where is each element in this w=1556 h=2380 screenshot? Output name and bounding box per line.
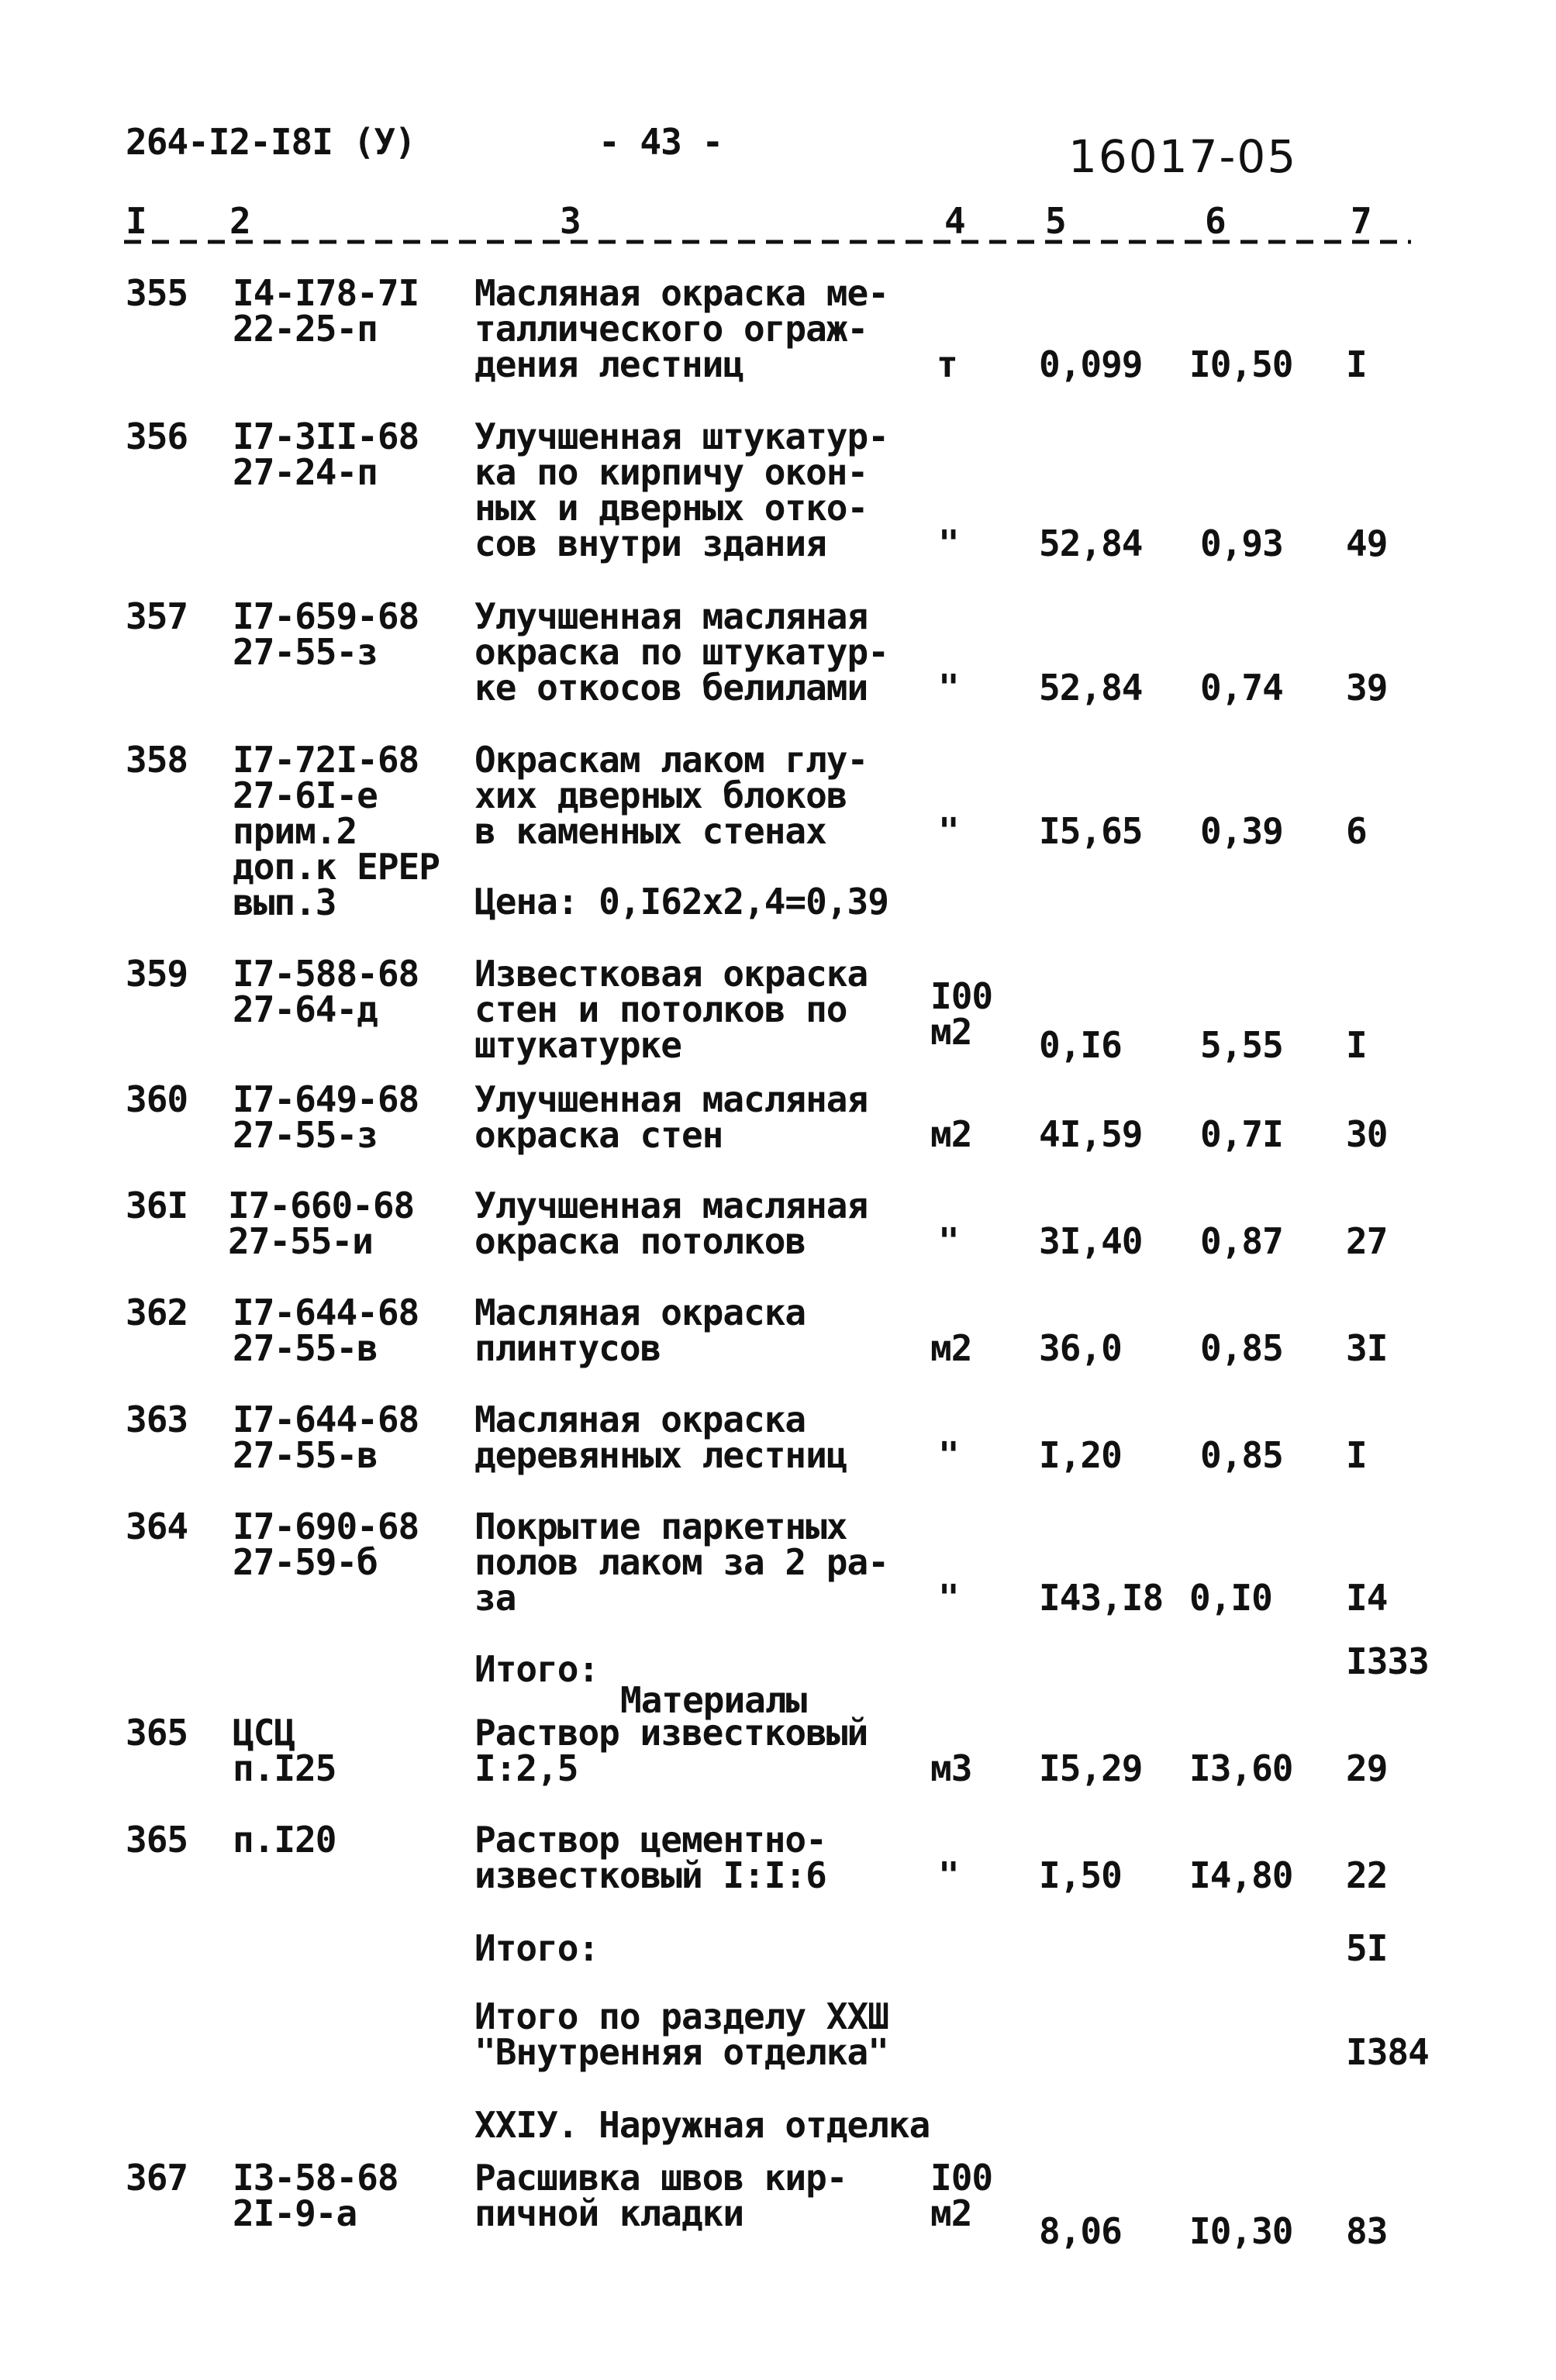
row-number: 363 [126,1399,188,1440]
unit: " [938,1854,959,1896]
quantity: 8,06 [1039,2210,1122,2252]
column-header-4: 4 [944,200,965,242]
row-number: 360 [126,1078,188,1120]
total-cost: 3I [1346,1327,1388,1369]
work-description: Расшивка швов кир- пичной кладки [474,2157,847,2234]
total-cost: 49 [1346,523,1388,564]
row-number: 365 [126,1819,188,1861]
rate-code: I7-588-68 27-64-д [233,953,419,1030]
unit: " [938,810,959,852]
row-number: 355 [126,272,188,314]
unit: м2 [930,1327,972,1369]
column-header-5: 5 [1045,200,1066,242]
document-code: 264-I2-I8I (У) [126,121,416,163]
quantity: 4I,59 [1039,1113,1143,1155]
work-description: Известковая окраска стен и потолков по штукатурке [474,953,868,1066]
rate-code: ЦСЦ п.I25 [233,1712,336,1789]
unit: т [937,343,957,385]
rate-code: п.I20 [233,1819,336,1861]
quantity: 0,099 [1039,343,1143,385]
quantity: I5,65 [1039,810,1143,852]
row-number: 36I [126,1185,188,1226]
total-cost: 83 [1346,2210,1388,2252]
total-cost: 39 [1346,667,1388,709]
quantity: 3I,40 [1039,1220,1143,1262]
materials-heading: Материалы [620,1679,807,1721]
total-cost: I [1346,1024,1367,1066]
row-number: 357 [126,595,188,637]
row-number: 367 [126,2157,188,2199]
unit: " [938,1434,959,1476]
unit-price: I0,50 [1189,343,1293,385]
rate-code: I3-58-68 2I-9-а [233,2157,398,2234]
rate-code: I7-3II-68 27-24-п [233,416,419,493]
quantity: 52,84 [1039,523,1143,564]
column-header-7: 7 [1351,200,1371,242]
total-cost: 6 [1346,810,1367,852]
unit: " [938,1577,959,1619]
rate-code: I7-660-68 27-55-и [228,1185,415,1262]
work-description: Окраскам лаком глу- хих дверных блоков в каменных стенах [474,739,868,852]
rate-code: I4-I78-7I 22-25-п [233,272,419,350]
section-total-value: I384 [1346,2031,1429,2073]
work-description: Раствор цементно- известковый I:I:6 [474,1819,826,1896]
unit: м3 [930,1747,972,1789]
row-number: 358 [126,739,188,781]
row-number: 359 [126,953,188,995]
quantity: I5,29 [1039,1747,1143,1789]
price-calculation-note: Цена: 0,I62х2,4=0,39 [474,881,888,923]
quantity: 0,I6 [1039,1024,1122,1066]
unit: " [938,1220,959,1262]
unit: I00 м2 [930,975,993,1053]
quantity: 52,84 [1039,667,1143,709]
unit-price: I3,60 [1189,1747,1293,1789]
row-number: 364 [126,1506,188,1547]
page-number: - 43 - [599,121,723,163]
unit-price: 0,I0 [1189,1577,1272,1619]
work-description: Улучшенная масляная окраска стен [474,1078,868,1156]
total-cost: I4 [1346,1577,1388,1619]
work-description: Покрытие паркетных полов лаком за 2 ра- за [474,1506,888,1619]
total-cost: I [1346,343,1367,385]
column-header-6: 6 [1205,200,1226,242]
quantity: 36,0 [1039,1327,1122,1369]
unit: м2 [930,1113,972,1155]
rate-code: I7-649-68 27-55-з [233,1078,419,1156]
unit-price: 5,55 [1200,1024,1283,1066]
work-description: Раствор известковый I:2,5 [474,1712,868,1789]
rate-code: I7-690-68 27-59-б [233,1506,419,1583]
total-cost: 22 [1346,1854,1388,1896]
work-description: Масляная окраска деревянных лестниц [474,1399,847,1476]
subtotal-label: Итого: [474,1648,599,1690]
work-description: Улучшенная штукатур- ка по кирпичу окон- ных и дверных отко- сов внутри здания [474,416,888,564]
subtotal-value: 5I [1346,1927,1388,1969]
unit-price: I4,80 [1189,1854,1293,1896]
work-description: Масляная окраска плинтусов [474,1292,806,1369]
quantity: I43,I8 [1039,1577,1164,1619]
work-description: Улучшенная масляная окраска по штукатур- ке откосов белилами [474,595,888,709]
row-number: 365 [126,1712,188,1754]
unit-price: 0,39 [1200,810,1283,852]
column-header-3: 3 [560,200,581,242]
rate-code: I7-644-68 27-55-в [233,1399,419,1476]
unit-price: 0,87 [1200,1220,1283,1262]
unit-price: 0,74 [1200,667,1283,709]
quantity: I,50 [1039,1854,1122,1896]
unit-price: 0,7I [1200,1113,1283,1155]
unit-price: 0,85 [1200,1434,1283,1476]
unit: I00 м2 [930,2157,993,2234]
rate-code: I7-644-68 27-55-в [233,1292,419,1369]
work-description: Улучшенная масляная окраска потолков [474,1185,868,1262]
rate-code: I7-659-68 27-55-з [233,595,419,673]
unit: " [938,523,959,564]
section-total-label: Итого по разделу ХХШ "Внутренняя отделка" [474,1995,888,2073]
row-number: 356 [126,416,188,457]
unit-price: 0,93 [1200,523,1283,564]
total-cost: 27 [1346,1220,1388,1262]
rate-code: I7-72I-68 27-6I-е прим.2 доп.к ЕРЕР вып.3 [233,739,440,923]
unit-price: I0,30 [1189,2210,1293,2252]
total-cost: 30 [1346,1113,1388,1155]
work-description: Масляная окраска ме- таллического ограж- дения лестниц [474,272,888,385]
column-header-2: 2 [229,200,250,242]
total-cost: I [1346,1434,1367,1476]
subtotal-label: Итого: [474,1927,599,1969]
subtotal-value: I333 [1346,1640,1429,1682]
handwritten-inventory-number: 16017-05 [1068,130,1298,183]
unit: " [938,667,959,709]
section-heading: ХХIУ. Наружная отделка [474,2104,930,2146]
column-header-1: I [126,200,147,242]
total-cost: 29 [1346,1747,1388,1789]
row-number: 362 [126,1292,188,1333]
unit-price: 0,85 [1200,1327,1283,1369]
quantity: I,20 [1039,1434,1122,1476]
